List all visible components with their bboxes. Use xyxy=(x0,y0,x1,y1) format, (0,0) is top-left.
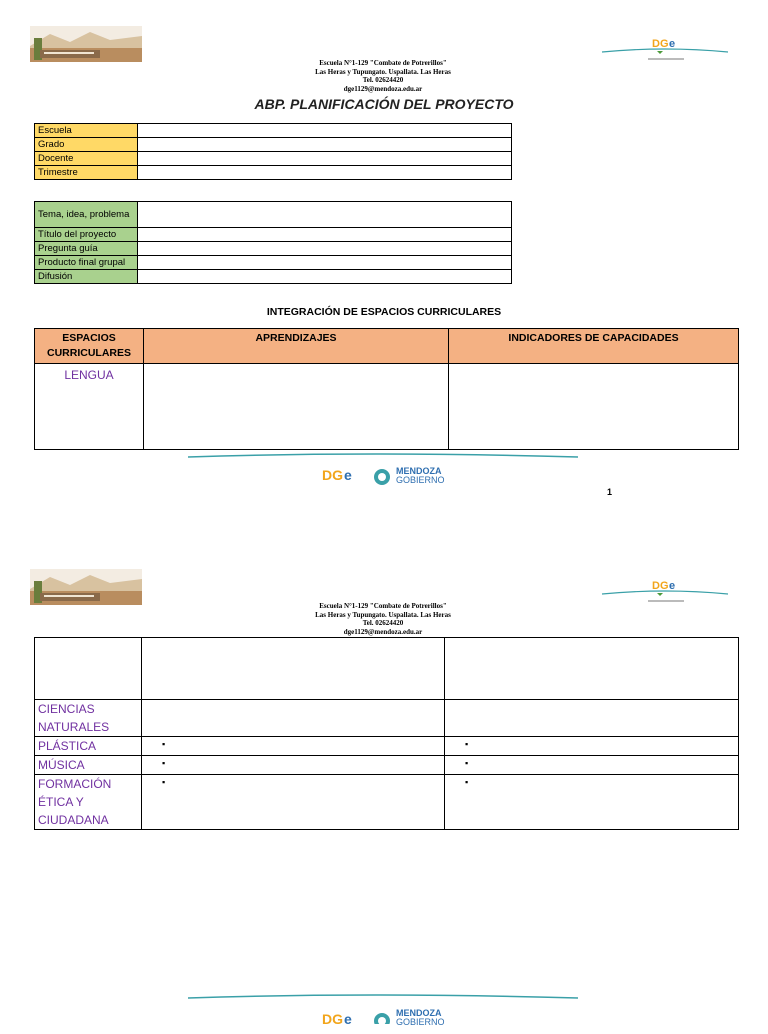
school-email: dge1129@mendoza.edu.ar xyxy=(343,627,423,636)
label-trimestre: Trimestre xyxy=(35,166,138,180)
school-photo-logo xyxy=(30,26,142,62)
aprendizajes-lengua[interactable] xyxy=(144,364,449,450)
value-docente[interactable] xyxy=(138,152,512,166)
value-tema[interactable] xyxy=(138,202,512,228)
dge-logo xyxy=(600,30,730,66)
aprendizajes-formacion[interactable] xyxy=(142,775,445,830)
table-row xyxy=(35,364,739,450)
bullet-icon: ▪ xyxy=(162,777,166,787)
table-row xyxy=(35,138,512,152)
indicadores-ciencias[interactable] xyxy=(445,700,739,737)
bullet-icon: ▪ xyxy=(465,739,469,749)
gov-line2: GOBIERNO xyxy=(396,475,445,485)
gov-line2: GOBIERNO xyxy=(396,1017,445,1027)
table-row xyxy=(35,152,512,166)
aprendizajes-plastica[interactable] xyxy=(142,737,445,756)
footer-logos xyxy=(158,453,578,493)
bullet-icon: ▪ xyxy=(465,758,469,768)
school-address: Las Heras y Tupungato. Uspallata. Las Heras xyxy=(315,67,451,76)
label-titulo: Título del proyecto xyxy=(35,228,138,242)
school-info xyxy=(230,602,536,636)
value-titulo[interactable] xyxy=(138,228,512,242)
label-pregunta: Pregunta guía xyxy=(35,242,138,256)
svg-text:e: e xyxy=(344,467,352,483)
svg-text:DG: DG xyxy=(322,1011,343,1024)
aprendizajes-ciencias[interactable] xyxy=(142,700,445,737)
label-tema: Tema, idea, problema xyxy=(35,202,138,228)
svg-text:e: e xyxy=(669,580,676,592)
footer-logos xyxy=(158,994,578,1034)
svg-text:e: e xyxy=(669,38,676,50)
gov-wordmark xyxy=(396,1009,445,1027)
indicadores-musica[interactable] xyxy=(445,756,739,775)
label-escuela: Escuela xyxy=(35,124,138,138)
curricular-table-page1 xyxy=(34,328,739,450)
school-phone: Tel. 02624420 xyxy=(362,76,404,85)
empty-indicadores-cell[interactable] xyxy=(445,638,739,700)
table-row xyxy=(35,256,512,270)
header-espacios: ESPACIOS CURRICULARES xyxy=(35,329,144,364)
gov-wordmark xyxy=(396,467,445,485)
label-producto: Producto final grupal xyxy=(35,256,138,270)
school-photo-logo xyxy=(30,569,142,605)
gov-line1: MENDOZA xyxy=(396,466,442,476)
integration-title: INTEGRACIÓN DE ESPACIOS CURRICULARES xyxy=(266,306,502,318)
project-info-table xyxy=(34,201,512,284)
value-grado[interactable] xyxy=(138,138,512,152)
value-escuela[interactable] xyxy=(138,124,512,138)
table-row xyxy=(35,242,512,256)
svg-text:DG: DG xyxy=(652,580,669,592)
table-row xyxy=(35,270,512,284)
page-number: 1 xyxy=(607,487,613,497)
svg-text:e: e xyxy=(344,1011,352,1024)
indicadores-plastica[interactable] xyxy=(445,737,739,756)
label-grado: Grado xyxy=(35,138,138,152)
label-difusion: Difusión xyxy=(35,270,138,284)
dge-logo xyxy=(600,572,730,608)
table-row xyxy=(35,166,512,180)
empty-aprendizajes-cell[interactable] xyxy=(142,638,445,700)
svg-text:DG: DG xyxy=(652,38,669,50)
bullet-icon: ▪ xyxy=(162,739,166,749)
school-info xyxy=(230,59,536,93)
table-row xyxy=(35,737,739,756)
school-name: Escuela N°1-129 "Combate de Potrerillos" xyxy=(319,602,447,610)
indicadores-formacion[interactable] xyxy=(445,775,739,830)
curricular-table-page2 xyxy=(34,637,739,830)
subject-ciencias-naturales: CIENCIAS NATURALES xyxy=(35,700,142,737)
svg-text:DG: DG xyxy=(322,467,343,483)
table-row xyxy=(35,228,512,242)
subject-lengua: LENGUA xyxy=(35,364,144,450)
table-row xyxy=(35,756,739,775)
value-pregunta[interactable] xyxy=(138,242,512,256)
school-name: Escuela N°1-129 "Combate de Potrerillos" xyxy=(319,59,447,67)
table-header-row xyxy=(35,329,739,364)
value-trimestre[interactable] xyxy=(138,166,512,180)
table-row xyxy=(35,202,512,228)
value-difusion[interactable] xyxy=(138,270,512,284)
school-phone: Tel. 02624420 xyxy=(362,619,404,628)
table-row xyxy=(35,124,512,138)
indicadores-lengua[interactable] xyxy=(449,364,739,450)
gov-line1: MENDOZA xyxy=(396,1008,442,1018)
value-producto[interactable] xyxy=(138,256,512,270)
table-row xyxy=(35,700,739,737)
empty-subject-cell xyxy=(35,638,142,700)
school-address: Las Heras y Tupungato. Uspallata. Las Heras xyxy=(315,610,451,619)
general-info-table xyxy=(34,123,512,180)
subject-musica: MÚSICA xyxy=(35,756,142,775)
bullet-icon: ▪ xyxy=(162,758,166,768)
label-docente: Docente xyxy=(35,152,138,166)
page-title: ABP. PLANIFICACIÓN DEL PROYECTO xyxy=(254,96,514,112)
table-row xyxy=(35,775,739,830)
aprendizajes-musica[interactable] xyxy=(142,756,445,775)
school-email: dge1129@mendoza.edu.ar xyxy=(343,84,423,93)
header-aprendizajes: APRENDIZAJES xyxy=(144,329,449,364)
subject-plastica: PLÁSTICA xyxy=(35,737,142,756)
subject-formacion-etica: FORMACIÓN ÉTICA Y CIUDADANA xyxy=(35,775,142,830)
table-row xyxy=(35,638,739,700)
header-indicadores: INDICADORES DE CAPACIDADES xyxy=(449,329,739,364)
bullet-icon: ▪ xyxy=(465,777,469,787)
